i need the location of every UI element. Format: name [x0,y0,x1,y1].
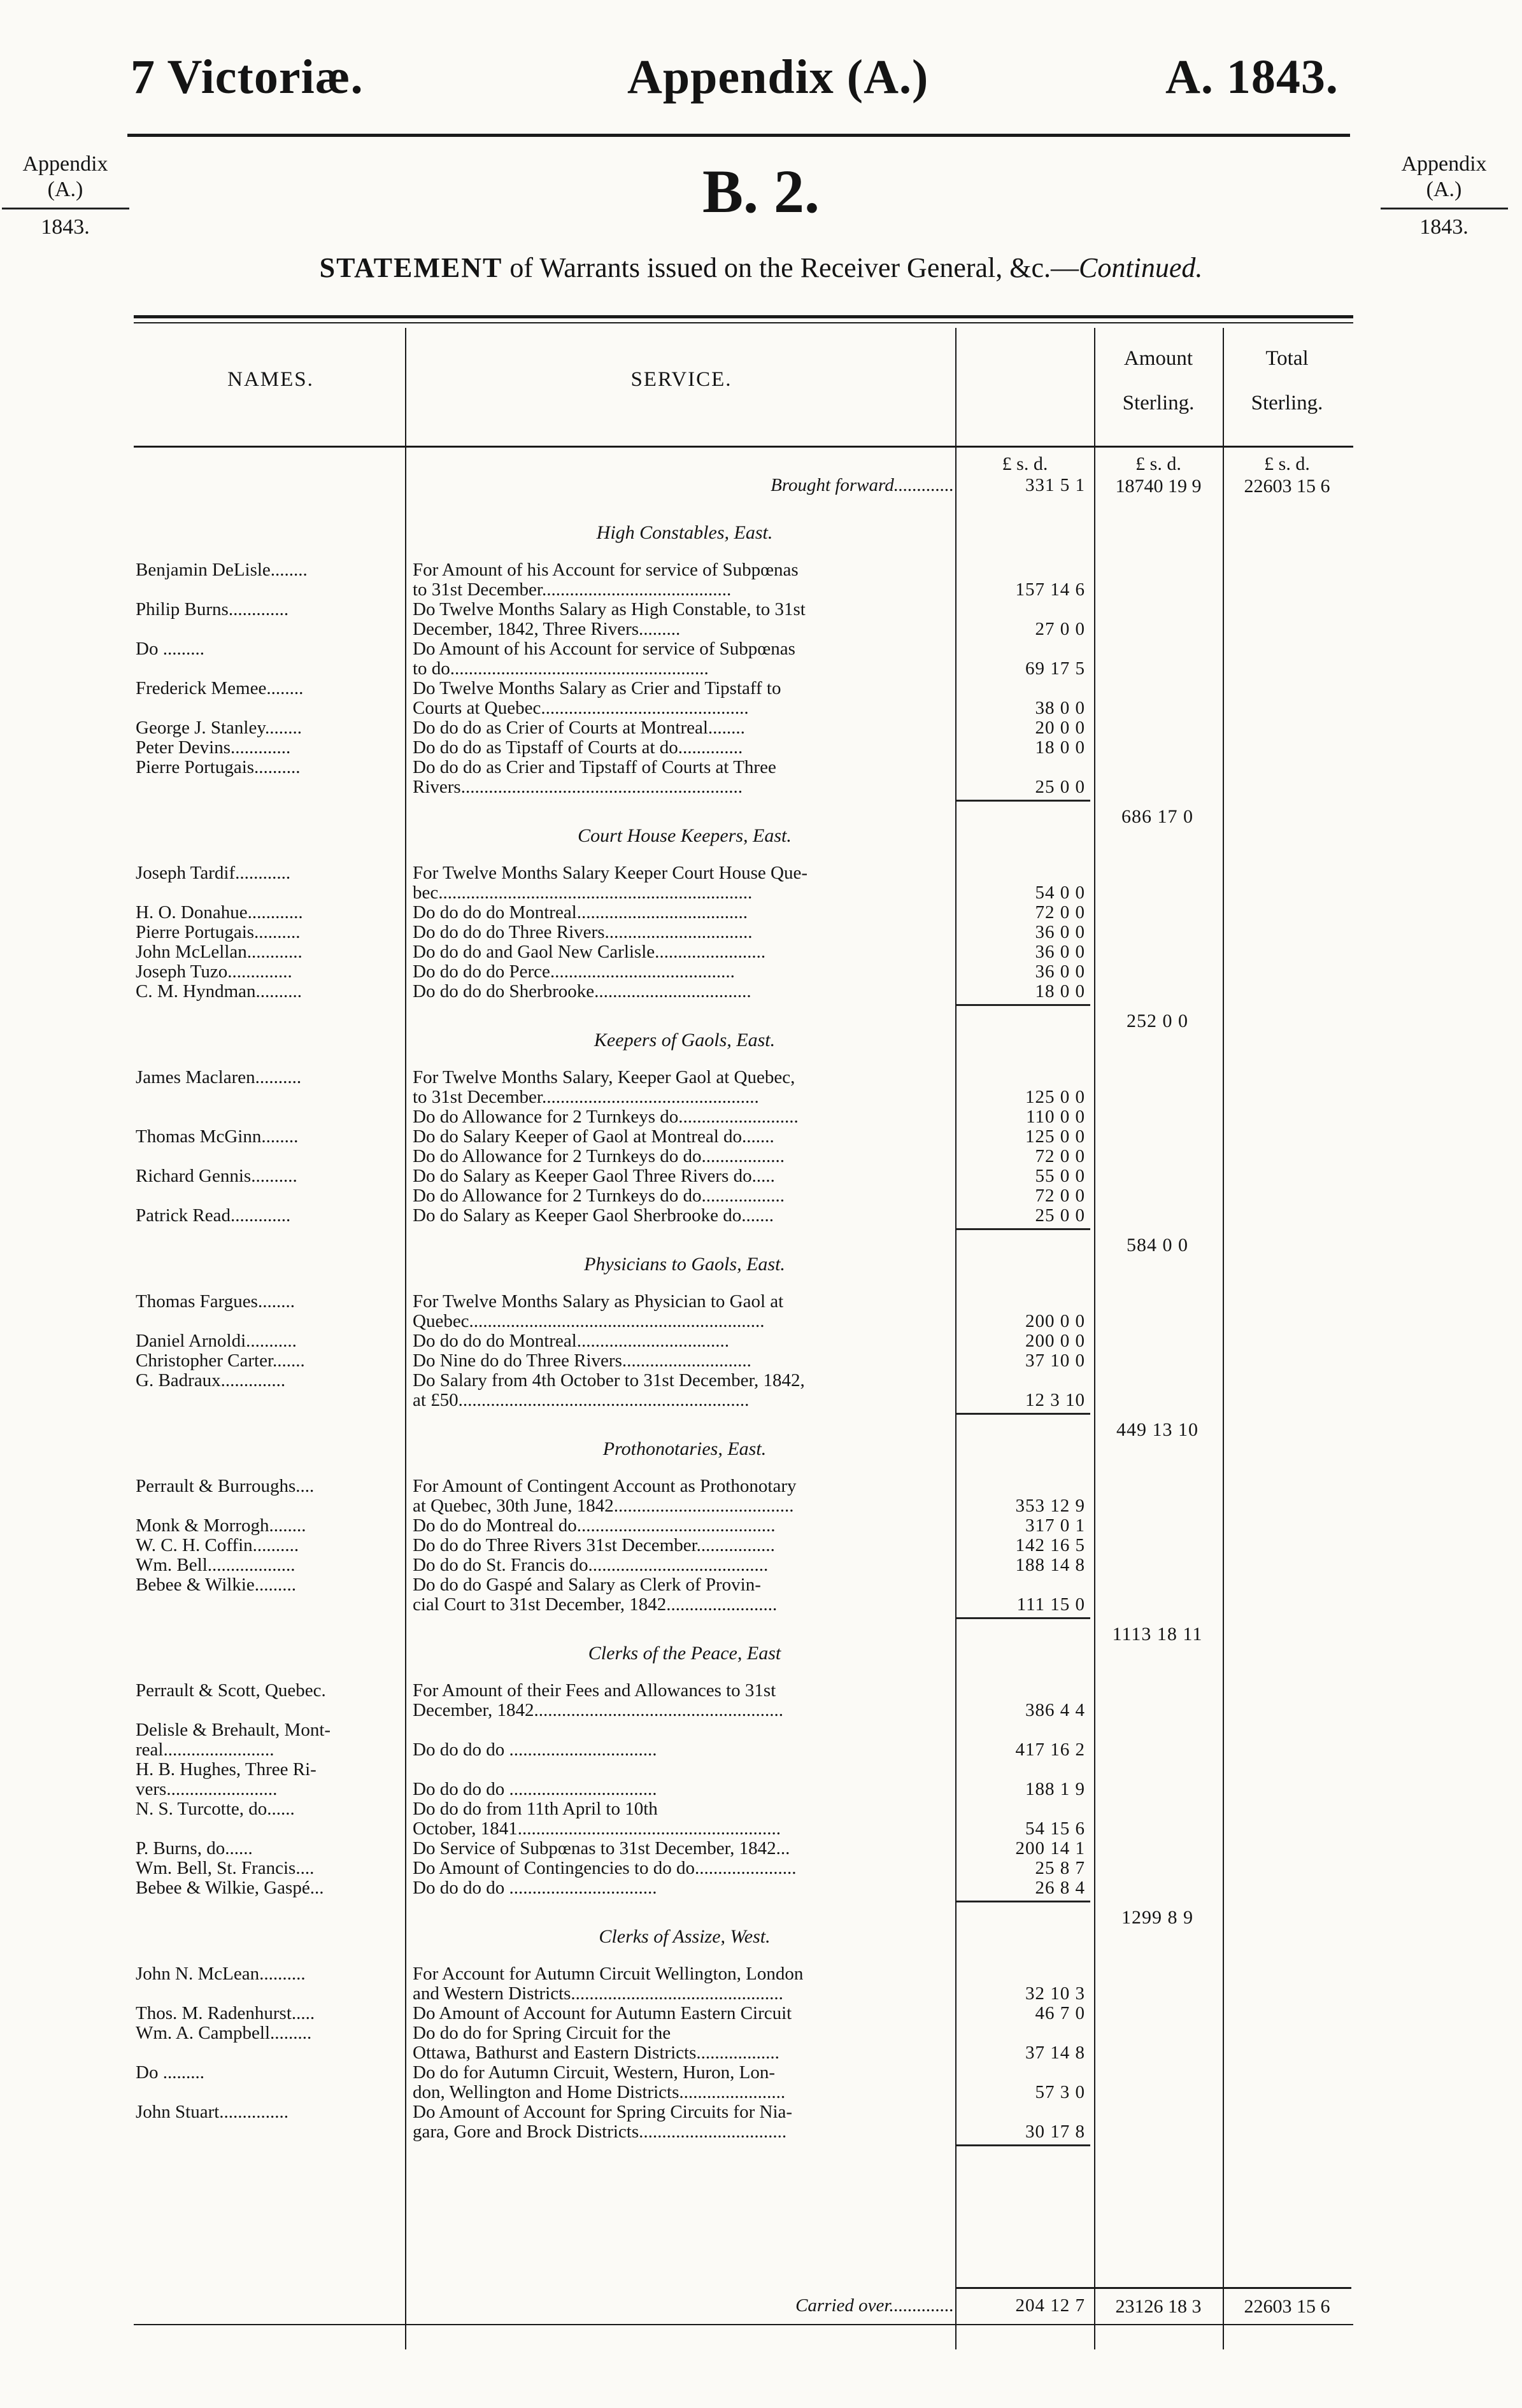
service-description: Do do do do ................................ [413,1740,657,1760]
payee-name: Richard Gennis.......... [136,1166,297,1186]
section-subtotal-rule [957,800,1090,802]
service-description: For Twelve Months Salary as Physician to Gaol at [413,1292,784,1312]
ledger-row [0,1839,1522,1859]
payment-amount: 200 14 1 [1015,1838,1085,1859]
payment-amount: 188 14 8 [1015,1555,1085,1575]
section-subtotal-rule [957,2144,1090,2146]
ledger-row [0,1536,1522,1555]
service-description: Do Twelve Months Salary as High Constable, to 31st [413,600,806,620]
payee-name: Pierre Portugais.......... [136,923,301,942]
ledger-row [0,1068,1522,1087]
ledger-row [0,1575,1522,1595]
section-subtotal-rule [957,1228,1090,1230]
payment-amount: 37 10 0 [1025,1350,1085,1371]
service-description: Quebec................................................................ [413,1312,765,1331]
service-description: Do do do do ................................ [413,1878,657,1898]
service-description: For Amount of his Account for service of Subpœnas [413,560,799,580]
payee-name: N. S. Turcotte, do...... [136,1799,295,1819]
ledger-row [0,738,1522,758]
payment-amount: 417 16 2 [1015,1739,1085,1760]
payee-name: Benjamin DeLisle........ [136,560,308,580]
service-description: Do do do do Montreal..................................... [413,903,748,923]
payee-name: John McLellan............ [136,942,302,962]
money-units-total: £ s. d. [1264,453,1310,474]
column-header-service: SERVICE. [630,368,732,391]
payee-name: Perrault & Burroughs.... [136,1477,315,1496]
side-tab-label: Appendix [1401,152,1487,176]
ledger-row [0,942,1522,962]
ledger-row [0,1477,1522,1496]
payment-amount: 200 0 0 [1025,1331,1085,1351]
section-subtotal: 686 17 0 [1121,806,1193,827]
payment-amount: 72 0 0 [1035,1146,1085,1166]
service-description: don, Wellington and Home Districts....................... [413,2083,786,2102]
section-title: Clerks of Assize, West. [599,1926,771,1947]
side-tab-year: 1843. [41,215,90,239]
service-description: For Amount of Contingent Account as Prothonotary [413,1477,797,1496]
ledger-row [0,1206,1522,1226]
brought-forward-amount: 18740 19 9 [1115,476,1202,497]
side-tab-label: Appendix [22,152,108,176]
table-top-rule [134,315,1353,318]
service-description: Do do do for Spring Circuit for the [413,2023,671,2043]
service-description: Do do do as Tipstaff of Courts at do.............. [413,738,743,758]
service-description: cial Court to 31st December, 1842........................ [413,1595,778,1615]
section-title: Physicians to Gaols, East. [584,1254,785,1275]
payee-name: Frederick Memee........ [136,679,304,698]
ledger-row [0,1371,1522,1391]
carried-over-col1: 204 12 7 [1015,2295,1085,2316]
service-description: Do do Salary as Keeper Gaol Sherbrooke do....... [413,1206,774,1226]
service-description: Do do do Gaspé and Salary as Clerk of Provin- [413,1575,761,1595]
section-subtotal-rule [957,1413,1090,1415]
service-description: Do Salary from 4th October to 31st December, 1842, [413,1371,805,1391]
service-description: Courts at Quebec............................................. [413,698,749,718]
ledger-row [0,718,1522,738]
payee-name: Wm. Bell, St. Francis.... [136,1859,315,1878]
ledger-row [0,2043,1522,2063]
ledger-row [0,620,1522,639]
section-subtotal-rule [957,1617,1090,1619]
ledger-row [0,1147,1522,1166]
service-description: Do Service of Subpœnas to 31st December, 1842... [413,1839,790,1859]
payment-amount: 55 0 0 [1035,1166,1085,1186]
payee-name: John Stuart............... [136,2102,289,2122]
service-description: at £50............................................................... [413,1391,750,1410]
brought-forward-total: 22603 15 6 [1244,476,1330,497]
side-tab-sub: (A.) [47,178,83,201]
service-description: Do do do do Perce........................................ [413,962,735,982]
payee-name: C. M. Hyndman.......... [136,982,302,1002]
ledger-row [0,1701,1522,1720]
table-bottom-rule [134,2324,1353,2325]
ledger-row [0,2122,1522,2142]
ledger-row [0,962,1522,982]
payee-name: Christopher Carter....... [136,1351,305,1371]
payment-amount: 125 0 0 [1025,1087,1085,1107]
payment-amount: 25 8 7 [1035,1858,1085,1878]
payment-amount: 30 17 8 [1025,2121,1085,2142]
payment-amount: 38 0 0 [1035,698,1085,718]
section-title: Keepers of Gaols, East. [594,1030,776,1051]
payee-name: Thos. M. Radenhurst..... [136,2004,315,2023]
service-description: Do do do from 11th April to 10th [413,1799,658,1819]
service-description: Do Amount of Account for Spring Circuits for Nia- [413,2102,793,2122]
ledger-row [0,923,1522,942]
payment-amount: 188 1 9 [1025,1779,1085,1799]
service-description: December, 1842...................................................... [413,1701,783,1720]
ledger-row [0,1555,1522,1575]
section-title: Court House Keepers, East. [578,825,792,846]
payment-amount: 386 4 4 [1025,1700,1085,1720]
payment-amount: 57 3 0 [1035,2082,1085,2102]
payment-amount: 25 0 0 [1035,777,1085,797]
payee-name: James Maclaren.......... [136,1068,302,1087]
statement-text: of Warrants issued on the Receiver General, &c.— [502,252,1079,283]
payee-name: vers........................ [136,1780,278,1799]
service-description: Do Twelve Months Salary as Crier and Tipstaff to [413,679,781,698]
ledger-row [0,1720,1522,1740]
payment-amount: 317 0 1 [1025,1515,1085,1536]
payment-amount: 157 14 6 [1015,579,1085,600]
payment-amount: 110 0 0 [1026,1107,1085,1127]
section-title: Prothonotaries, East. [602,1438,767,1459]
ledger-row [0,2023,1522,2043]
payee-name: Bebee & Wilkie, Gaspé... [136,1878,324,1898]
payee-name: W. C. H. Coffin.......... [136,1536,299,1555]
ledger-row [0,758,1522,777]
ledger-row [0,1878,1522,1898]
table-top-rule-thin [134,322,1353,323]
service-description: Do do do and Gaol New Carlisle........................ [413,942,766,962]
payee-name: P. Burns, do...... [136,1839,253,1859]
payment-amount: 200 0 0 [1025,1311,1085,1331]
ledger-row [0,1391,1522,1410]
ledger-row [0,982,1522,1002]
service-description: Do do do Three Rivers 31st December................. [413,1536,775,1555]
service-description: Do do do do Sherbrooke.................................. [413,982,751,1002]
ledger-row [0,903,1522,923]
ledger-row [0,1859,1522,1878]
payment-amount: 27 0 0 [1035,619,1085,639]
ledger-row [0,1516,1522,1536]
ledger-row [0,1087,1522,1107]
statement-lead: STATEMENT [319,252,503,283]
service-description: to 31st December......................................... [413,580,732,600]
ledger-row [0,2083,1522,2102]
payment-amount: 353 12 9 [1015,1496,1085,1516]
service-description: Do do do as Crier of Courts at Montreal........ [413,718,745,738]
service-description: Do do Salary Keeper of Gaol at Montreal do....... [413,1127,774,1147]
service-description: gara, Gore and Brock Districts................................ [413,2122,787,2142]
ledger-row [0,2004,1522,2023]
section-title: High Constables, East. [596,522,773,543]
service-description: December, 1842, Three Rivers......... [413,620,681,639]
service-description: Do Nine do do Three Rivers............................ [413,1351,751,1371]
ledger-row [0,1819,1522,1839]
ledger-row [0,1760,1522,1780]
payment-amount: 32 10 3 [1025,1983,1085,2004]
payee-name: George J. Stanley........ [136,718,302,738]
service-description: Do do for Autumn Circuit, Western, Huron, Lon- [413,2063,775,2083]
ledger-row [0,679,1522,698]
column-header-amount: Amount [1123,347,1193,370]
payment-amount: 26 8 4 [1035,1878,1085,1898]
header-year: A. 1843. [1165,50,1339,104]
service-description: and Western Districts.............................................. [413,1984,783,2004]
statement-title [0,251,1522,284]
payee-name: John N. McLean.......... [136,1964,306,1984]
payee-name: Thomas Fargues........ [136,1292,295,1312]
payment-amount: 25 0 0 [1035,1205,1085,1226]
statement-continued: Continued. [1079,252,1203,283]
column-header-names: NAMES. [227,368,314,391]
ledger-row [0,1331,1522,1351]
header-session: 7 Victoriæ. [131,50,364,104]
ledger-row [0,698,1522,718]
payee-name: Wm. A. Campbell......... [136,2023,312,2043]
payee-name: Thomas McGinn........ [136,1127,299,1147]
money-units-col1: £ s. d. [1002,453,1048,474]
payee-name: Wm. Bell................... [136,1555,295,1575]
carried-over-amount: 23126 18 3 [1115,2296,1202,2317]
service-description: bec.................................................................... [413,883,753,903]
service-description: to do........................................................ [413,659,709,679]
ledger-row [0,1351,1522,1371]
service-description: Do Amount of Contingencies to do do...................... [413,1859,797,1878]
service-description: Ottawa, Bathurst and Eastern Districts.................. [413,2043,779,2063]
carried-over-label: Carried over.............. [795,2296,954,2316]
side-tab-sub: (A.) [1426,178,1462,201]
payment-amount: 72 0 0 [1035,902,1085,923]
service-description: to 31st December............................................... [413,1087,759,1107]
payment-amount: 111 15 0 [1016,1594,1085,1615]
ledger-row [0,600,1522,620]
ledger-row [0,1984,1522,2004]
payee-name: Joseph Tardif............ [136,863,291,883]
service-description: For Twelve Months Salary Keeper Court House Que- [413,863,808,883]
section-subtotal: 1299 8 9 [1121,1907,1193,1928]
ledger-row [0,1127,1522,1147]
service-description: Do do do do Montreal................................. [413,1331,729,1351]
carried-over-rule [957,2287,1351,2289]
payment-amount: 36 0 0 [1035,961,1085,982]
ledger-row [0,1799,1522,1819]
column-header-total: Total [1265,347,1309,370]
payee-name: Do ......... [136,2063,204,2083]
payee-name: Delisle & Brehault, Mont- [136,1720,331,1740]
service-description: Do do do as Crier and Tipstaff of Courts at Three [413,758,776,777]
service-description: Do do Salary as Keeper Gaol Three Rivers do..... [413,1166,775,1186]
ledger-row [0,863,1522,883]
ledger-row [0,777,1522,797]
side-tab-year: 1843. [1419,215,1469,239]
payee-name: Patrick Read............. [136,1206,291,1226]
service-description: Do do do St. Francis do....................................... [413,1555,769,1575]
payment-amount: 54 15 6 [1025,1818,1085,1839]
section-subtotal-rule [957,1901,1090,1902]
brought-forward-col1: 331 5 1 [1025,475,1085,495]
section-subtotal: 252 0 0 [1127,1010,1188,1031]
payee-name: Bebee & Wilkie......... [136,1575,296,1595]
service-description: Do Amount of his Account for service of Subpœnas [413,639,795,659]
payment-amount: 12 3 10 [1025,1390,1085,1410]
service-description: Do do Allowance for 2 Turnkeys do.......................... [413,1107,799,1127]
payment-amount: 72 0 0 [1035,1186,1085,1206]
payment-amount: 36 0 0 [1035,922,1085,942]
payee-name: Peter Devins............. [136,738,291,758]
payment-amount: 54 0 0 [1035,882,1085,903]
ledger-row [0,1681,1522,1701]
payment-amount: 37 14 8 [1025,2043,1085,2063]
section-title: Clerks of the Peace, East [588,1643,781,1664]
section-subtotal: 449 13 10 [1116,1419,1198,1440]
payee-name: Do ......... [136,639,204,659]
payment-amount: 36 0 0 [1035,942,1085,962]
carried-over-total: 22603 15 6 [1244,2296,1330,2317]
ledger-row [0,1312,1522,1331]
payment-amount: 46 7 0 [1035,2003,1085,2023]
brought-forward-label: Brought forward............. [771,476,954,495]
payee-name: H. B. Hughes, Three Ri- [136,1760,316,1780]
service-description: Do Amount of Account for Autumn Eastern Circuit [413,2004,792,2023]
payee-name: Daniel Arnoldi........... [136,1331,297,1351]
service-description: at Quebec, 30th June, 1842....................................... [413,1496,794,1516]
ledger-row [0,639,1522,659]
service-description: For Twelve Months Salary, Keeper Gaol at Quebec, [413,1068,795,1087]
section-subtotal: 584 0 0 [1127,1235,1188,1256]
payee-name: G. Badraux.............. [136,1371,286,1391]
ledger-row [0,1292,1522,1312]
table-head-rule [134,446,1353,448]
payment-amount: 18 0 0 [1035,981,1085,1002]
service-description: Do do do do ................................ [413,1780,657,1799]
service-description: For Amount of their Fees and Allowances to 31st [413,1681,776,1701]
ledger-row [0,2063,1522,2083]
ledger-row [0,2102,1522,2122]
money-units-amount: £ s. d. [1135,453,1181,474]
payee-name: Philip Burns............. [136,600,289,620]
service-description: October, 1841......................................................... [413,1819,781,1839]
column-header-total-sub: Sterling. [1251,392,1323,414]
ledger-row [0,580,1522,600]
payee-name: Joseph Tuzo.............. [136,962,292,982]
section-subtotal-rule [957,1004,1090,1006]
payment-amount: 18 0 0 [1035,737,1085,758]
payee-name: real........................ [136,1740,274,1760]
payment-amount: 69 17 5 [1025,658,1085,679]
header-rule [127,134,1350,137]
service-description: Rivers............................................................. [413,777,743,797]
payment-amount: 20 0 0 [1035,718,1085,738]
payee-name: Perrault & Scott, Quebec. [136,1681,326,1701]
payment-amount: 142 16 5 [1015,1535,1085,1555]
payee-name: Monk & Morrogh........ [136,1516,306,1536]
ledger-row [0,1740,1522,1760]
service-description: Do do do do Three Rivers................................ [413,923,753,942]
ledger-row [0,1186,1522,1206]
service-description: For Account for Autumn Circuit Wellington, London [413,1964,804,1984]
service-description: Do do do Montreal do........................................... [413,1516,776,1536]
document-code: B. 2. [702,157,820,225]
service-description: Do do Allowance for 2 Turnkeys do do.................. [413,1147,785,1166]
ledger-row [0,1595,1522,1615]
ledger-row [0,1166,1522,1186]
ledger-row [0,1496,1522,1516]
payee-name: H. O. Donahue............ [136,903,303,923]
payment-amount: 125 0 0 [1025,1126,1085,1147]
ledger-row [0,1107,1522,1127]
ledger-row [0,883,1522,903]
service-description: Do do Allowance for 2 Turnkeys do do.................. [413,1186,785,1206]
column-header-amount-sub: Sterling. [1122,392,1195,414]
ledger-row [0,560,1522,580]
ledger-row [0,1780,1522,1799]
section-subtotal: 1113 18 11 [1112,1624,1203,1645]
ledger-row [0,659,1522,679]
payee-name: Pierre Portugais.......... [136,758,301,777]
ledger-row [0,1964,1522,1984]
header-appendix: Appendix (A.) [627,50,929,104]
